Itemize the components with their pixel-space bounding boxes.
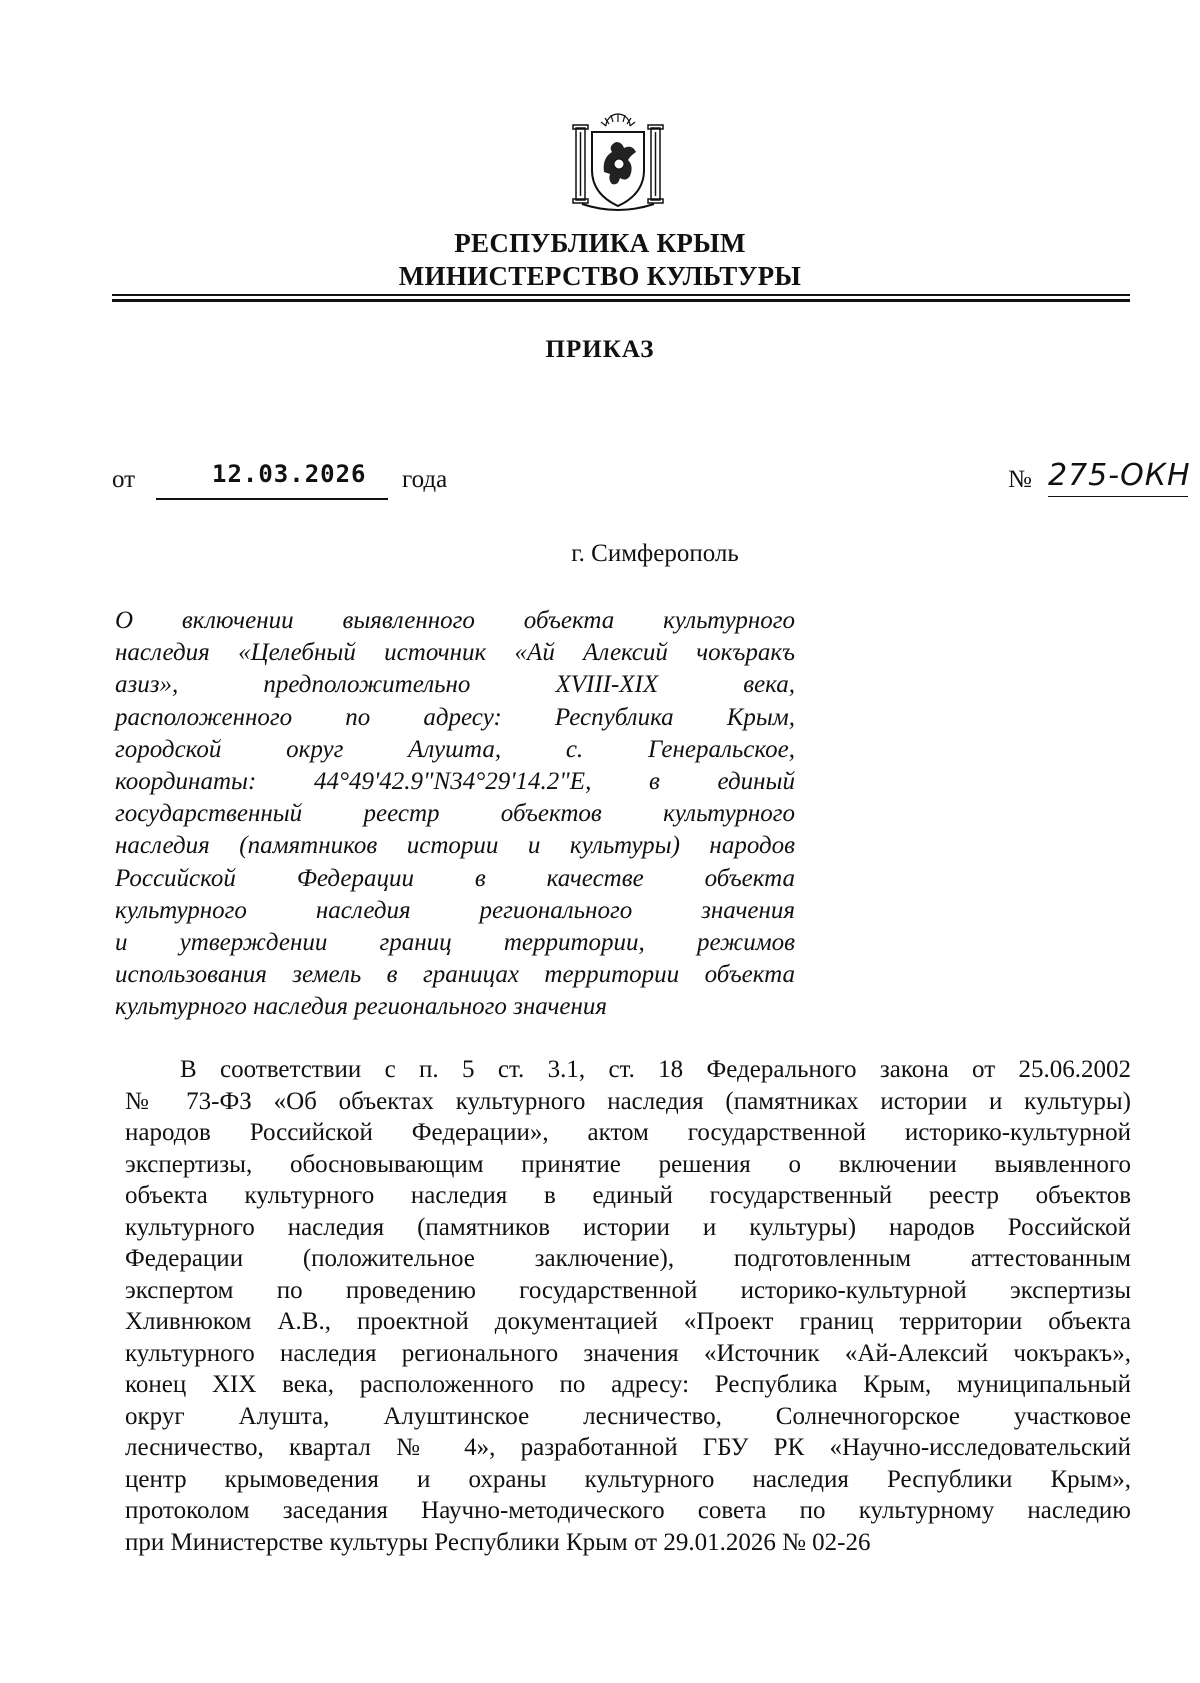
body-line: культурного наследия (памятников истории и культуры) народов Российской xyxy=(125,1213,1131,1241)
body-line: народов Российской Федерации», актом государственной историко-культурной xyxy=(125,1119,1131,1146)
crimea-coat-of-arms-emblem xyxy=(568,112,668,212)
date-value: 12.03.2026 xyxy=(212,460,367,488)
date-suffix: года xyxy=(402,466,448,493)
body-line: Федерации (положительное заключение), подготовленным аттестованным xyxy=(125,1245,1131,1272)
body-line: экспертизы, обосновывающим принятие решения о включении выявленного xyxy=(125,1150,1131,1178)
ministry-heading: МИНИСТЕРСТВО КУЛЬТУРЫ xyxy=(398,261,802,291)
body-line: объекта культурного наследия в единый государственный реестр объектов xyxy=(125,1182,1131,1209)
number-value: 275-ОКН xyxy=(1048,458,1191,493)
body-line: № 73-ФЗ «Об объектах культурного наследия (памятниках истории и культуры) xyxy=(125,1087,1131,1115)
city-line: г. Симферополь xyxy=(571,540,739,567)
number-underline xyxy=(1048,496,1188,497)
body-line: конец XIX века, расположенного по адресу: Республика Крым, муниципальный xyxy=(125,1371,1131,1398)
order-subject xyxy=(115,605,795,1024)
order-number xyxy=(1008,460,1198,504)
body-line: В соответствии с п. 5 ст. 3.1, ст. 18 Федерального закона от 25.06.2002 xyxy=(180,1056,1131,1083)
subject-line: государственный реестр объектов культурного xyxy=(115,800,795,828)
header-divider-thick xyxy=(112,299,1130,302)
body-line: центр крымоведения и охраны культурного наследия Республики Крым», xyxy=(125,1465,1131,1493)
subject-line: наследия (памятников истории и культуры) народов xyxy=(115,832,795,860)
body-line: округ Алушта, Алуштинское лесничество, Солнечногорское участковое xyxy=(125,1402,1131,1430)
republic-heading: РЕСПУБЛИКА КРЫМ xyxy=(454,228,746,258)
subject-line: расположенного по адресу: Республика Крым, xyxy=(115,703,795,731)
subject-line: азиз», предположительно XVIII-XIX века, xyxy=(115,671,795,699)
subject-line: О включении выявленного объекта культурного xyxy=(115,607,795,634)
subject-line: городской округ Алушта, с. Генеральское, xyxy=(115,735,795,763)
header-divider xyxy=(112,294,1130,296)
subject-line: культурного наследия регионального значения xyxy=(115,896,795,924)
date-underline xyxy=(156,498,388,500)
date-prefix: от xyxy=(112,466,136,493)
body-line: культурного наследия регионального значения «Источник «Ай-Алексий чокъракъ», xyxy=(125,1339,1131,1367)
subject-line: и утверждении границ территории, режимов xyxy=(115,929,795,957)
subject-line: наследия «Целебный источник «Ай Алексий чокъракъ xyxy=(115,639,795,667)
subject-line: культурного наследия регионального значения xyxy=(115,993,607,1021)
subject-line: координаты: 44°49'42.9"N34°29'14.2"E, в единый xyxy=(115,768,795,796)
body-line: при Министерстве культуры Республики Крым от 29.01.2026 № 02-26 xyxy=(125,1528,871,1556)
document-type-title: ПРИКАЗ xyxy=(545,336,655,363)
body-line: Хливнюком А.В., проектной документацией «Проект границ территории объекта xyxy=(125,1308,1131,1335)
preamble-paragraph xyxy=(125,1054,1131,1558)
body-line: экспертом по проведению государственной историко-культурной экспертизы xyxy=(125,1276,1131,1304)
subject-line: использования земель в границах территории объекта xyxy=(115,961,795,989)
subject-line: Российской Федерации в качестве объекта xyxy=(115,864,795,892)
body-line: лесничество, квартал № 4», разработанной ГБУ РК «Научно-исследовательский xyxy=(125,1434,1131,1461)
number-sign: № xyxy=(1008,466,1032,493)
body-line: протоколом заседания Научно-методического совета по культурному наследию xyxy=(125,1497,1131,1524)
